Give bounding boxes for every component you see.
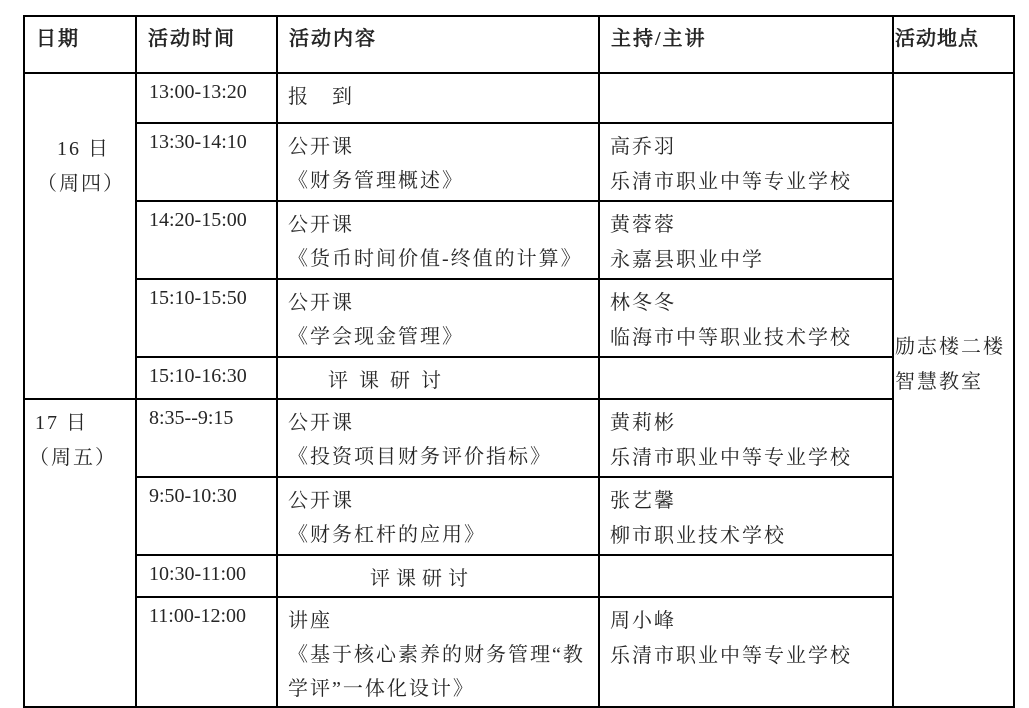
activity-line: 《投资项目财务评价指标》 bbox=[288, 446, 552, 468]
header-cell-time: 活动时间 bbox=[136, 16, 277, 73]
schedule-row bbox=[24, 123, 1014, 201]
activity-line: 公开课 bbox=[288, 292, 354, 314]
time-cell: 8:35--9:15 bbox=[136, 399, 277, 477]
time-cell: 15:10-15:50 bbox=[136, 279, 277, 357]
date-weekday-label: （周四） bbox=[37, 173, 125, 195]
host-cell-empty bbox=[599, 357, 893, 399]
activity-line: 公开课 bbox=[288, 136, 354, 158]
activity-line: 公开课 bbox=[288, 214, 354, 236]
host-name: 黄莉彬 bbox=[610, 412, 676, 434]
activity-line: 评课研讨 bbox=[370, 568, 474, 590]
host-cell bbox=[599, 279, 893, 357]
schedule-table bbox=[23, 15, 1015, 708]
time-cell: 9:50-10:30 bbox=[136, 477, 277, 555]
host-cell-empty bbox=[599, 555, 893, 597]
header-cell-location: 活动地点 bbox=[893, 16, 1014, 73]
date-cell-day16 bbox=[24, 73, 136, 399]
host-school: 永嘉县职业中学 bbox=[610, 249, 764, 271]
schedule-row bbox=[24, 73, 1014, 123]
time-cell: 11:00-12:00 bbox=[136, 597, 277, 707]
time-cell: 13:00-13:20 bbox=[136, 73, 277, 123]
time-cell: 10:30-11:00 bbox=[136, 555, 277, 597]
schedule-row bbox=[24, 399, 1014, 477]
host-name: 张艺馨 bbox=[610, 490, 676, 512]
host-cell bbox=[599, 123, 893, 201]
host-school: 乐清市职业中等专业学校 bbox=[610, 645, 852, 667]
activity-cell bbox=[277, 555, 599, 597]
host-cell bbox=[599, 399, 893, 477]
activity-cell bbox=[277, 477, 599, 555]
header-cell-content: 活动内容 bbox=[277, 16, 599, 73]
host-school: 乐清市职业中等专业学校 bbox=[610, 447, 852, 469]
activity-line: 讲座 bbox=[288, 610, 332, 632]
host-school: 临海市中等职业技术学校 bbox=[610, 327, 852, 349]
host-name: 高乔羽 bbox=[610, 136, 676, 158]
host-name: 周小峰 bbox=[610, 610, 676, 632]
activity-cell bbox=[277, 279, 599, 357]
date-label: 16 日 bbox=[57, 138, 110, 160]
header-row bbox=[24, 16, 1014, 73]
activity-line: 《基于核心素养的财务管理“教 bbox=[288, 644, 585, 666]
host-cell bbox=[599, 477, 893, 555]
schedule-row bbox=[24, 279, 1014, 357]
date-label: 17 日 bbox=[35, 412, 88, 434]
activity-line: 评课研讨 bbox=[328, 370, 452, 392]
host-school: 乐清市职业中等专业学校 bbox=[610, 171, 852, 193]
time-cell: 13:30-14:10 bbox=[136, 123, 277, 201]
host-cell bbox=[599, 597, 893, 707]
schedule-row bbox=[24, 555, 1014, 597]
location-cell bbox=[893, 73, 1014, 707]
location-line: 智慧教室 bbox=[895, 371, 983, 393]
host-cell bbox=[599, 201, 893, 279]
activity-line: 学评”一体化设计》 bbox=[288, 678, 475, 700]
date-cell-day17 bbox=[24, 399, 136, 707]
header-cell-host: 主持/主讲 bbox=[599, 16, 893, 73]
host-name: 黄蓉蓉 bbox=[610, 214, 676, 236]
host-name: 林冬冬 bbox=[610, 292, 676, 314]
activity-cell bbox=[277, 597, 599, 707]
activity-line: 《学会现金管理》 bbox=[288, 326, 464, 348]
activity-line: 《财务管理概述》 bbox=[288, 170, 464, 192]
activity-line: 报 到 bbox=[288, 86, 354, 108]
time-cell: 15:10-16:30 bbox=[136, 357, 277, 399]
activity-line: 公开课 bbox=[288, 490, 354, 512]
schedule-row bbox=[24, 201, 1014, 279]
location-line: 励志楼二楼 bbox=[895, 336, 1005, 358]
activity-line: 公开课 bbox=[288, 412, 354, 434]
host-cell-empty bbox=[599, 73, 893, 123]
activity-line: 《货币时间价值-终值的计算》 bbox=[288, 248, 583, 270]
host-school: 柳市职业技术学校 bbox=[610, 525, 786, 547]
activity-cell bbox=[277, 357, 599, 399]
activity-cell bbox=[277, 73, 599, 123]
header-cell-date: 日期 bbox=[24, 16, 136, 73]
activity-cell bbox=[277, 399, 599, 477]
time-cell: 14:20-15:00 bbox=[136, 201, 277, 279]
schedule-row bbox=[24, 597, 1014, 707]
schedule-row bbox=[24, 357, 1014, 399]
schedule-row bbox=[24, 477, 1014, 555]
activity-line: 《财务杠杆的应用》 bbox=[288, 524, 486, 546]
activity-cell bbox=[277, 201, 599, 279]
date-weekday-label: （周五） bbox=[29, 447, 117, 469]
activity-cell bbox=[277, 123, 599, 201]
